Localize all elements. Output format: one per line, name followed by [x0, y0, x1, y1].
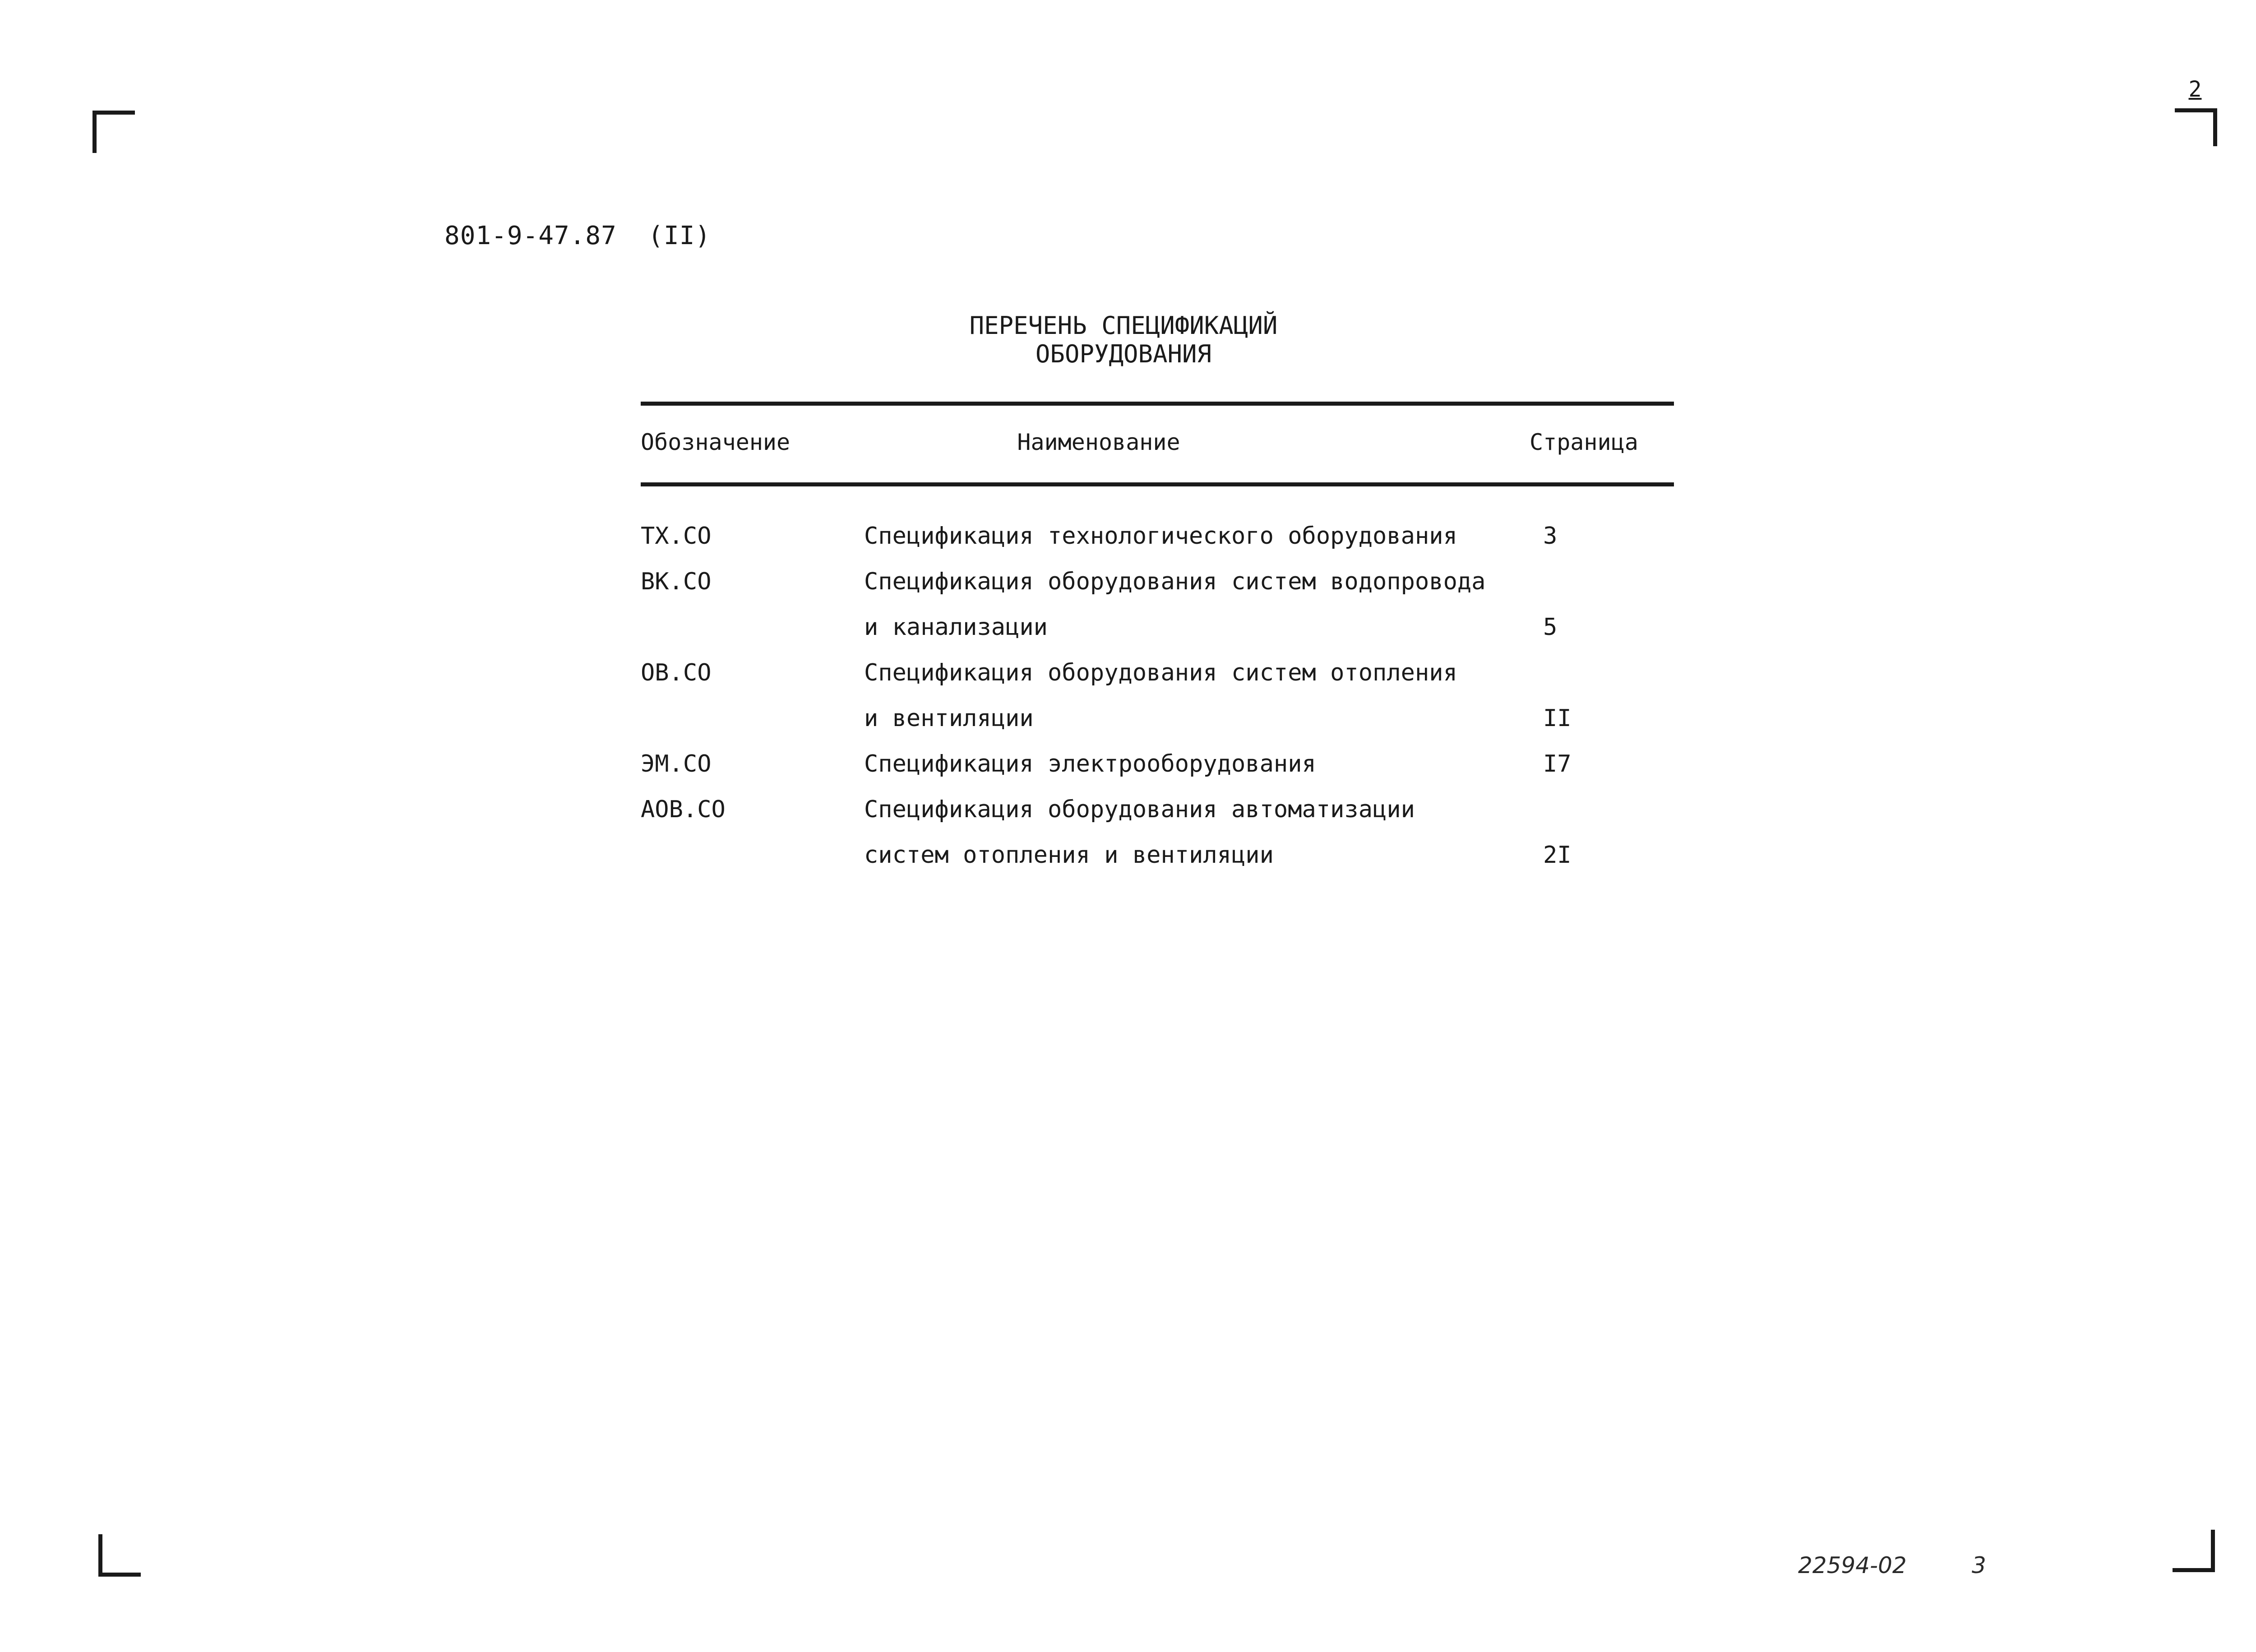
cell-page: 2I — [1543, 842, 1572, 869]
cell-page: 3 — [1543, 523, 1558, 550]
cell-name-line: Спецификация оборудования систем отопления — [864, 659, 1457, 686]
cell-name-line: Спецификация технологического оборудования — [864, 523, 1457, 550]
cell-designation: ЭМ.СО — [641, 750, 712, 777]
document-code: 801-9-47.87 (II) — [444, 221, 711, 250]
crop-mark-top-right — [2175, 108, 2217, 146]
cell-name — [864, 559, 1897, 650]
document-title: ПЕРЕЧЕНЬ СПЕЦИФИКАЦИЙ ОБОРУДОВАНИЯ — [969, 311, 1278, 368]
cell-name-line: и вентиляции — [864, 705, 1034, 732]
cell-name-line: Спецификация оборудования систем водопровода — [864, 568, 1486, 595]
crop-mark-top-left — [92, 111, 135, 153]
specification-table — [641, 402, 1674, 878]
cell-name-line: Спецификация электрооборудования — [864, 750, 1316, 777]
cell-designation: АОВ.СО — [641, 796, 726, 823]
cell-page: I7 — [1543, 750, 1572, 777]
cell-designation: ОВ.СО — [641, 659, 712, 686]
table-row — [641, 514, 1674, 559]
cell-name — [864, 741, 1897, 787]
sheet-number: 2 — [2188, 77, 2202, 102]
header-name: Наименование — [1017, 429, 1180, 455]
cell-name — [864, 514, 1897, 559]
cell-name-line: и канализации — [864, 614, 1048, 641]
header-designation: Обозначение — [641, 429, 791, 455]
cell-designation: ВК.СО — [641, 568, 712, 595]
crop-mark-bottom-left — [98, 1534, 141, 1577]
cell-name — [864, 787, 1897, 878]
table-row — [641, 559, 1674, 650]
cell-name-line: Спецификация оборудования автоматизации — [864, 796, 1415, 823]
crop-mark-bottom-right — [2173, 1530, 2215, 1572]
cell-name — [864, 650, 1897, 741]
table-header — [641, 406, 1674, 482]
cell-page: 5 — [1543, 614, 1558, 641]
page-number: 3 — [1972, 1552, 1986, 1578]
table-row — [641, 650, 1674, 741]
cell-name-line: систем отопления и вентиляции — [864, 842, 1274, 869]
cell-page: II — [1543, 705, 1572, 732]
table-body — [641, 486, 1674, 878]
table-row — [641, 741, 1674, 787]
header-page: Страница — [1530, 429, 1638, 455]
table-header-rule — [641, 482, 1674, 486]
archive-code: 22594-02 — [1798, 1552, 1907, 1578]
cell-designation: ТХ.СО — [641, 523, 712, 550]
table-row — [641, 787, 1674, 878]
table-top-rule — [641, 402, 1674, 406]
